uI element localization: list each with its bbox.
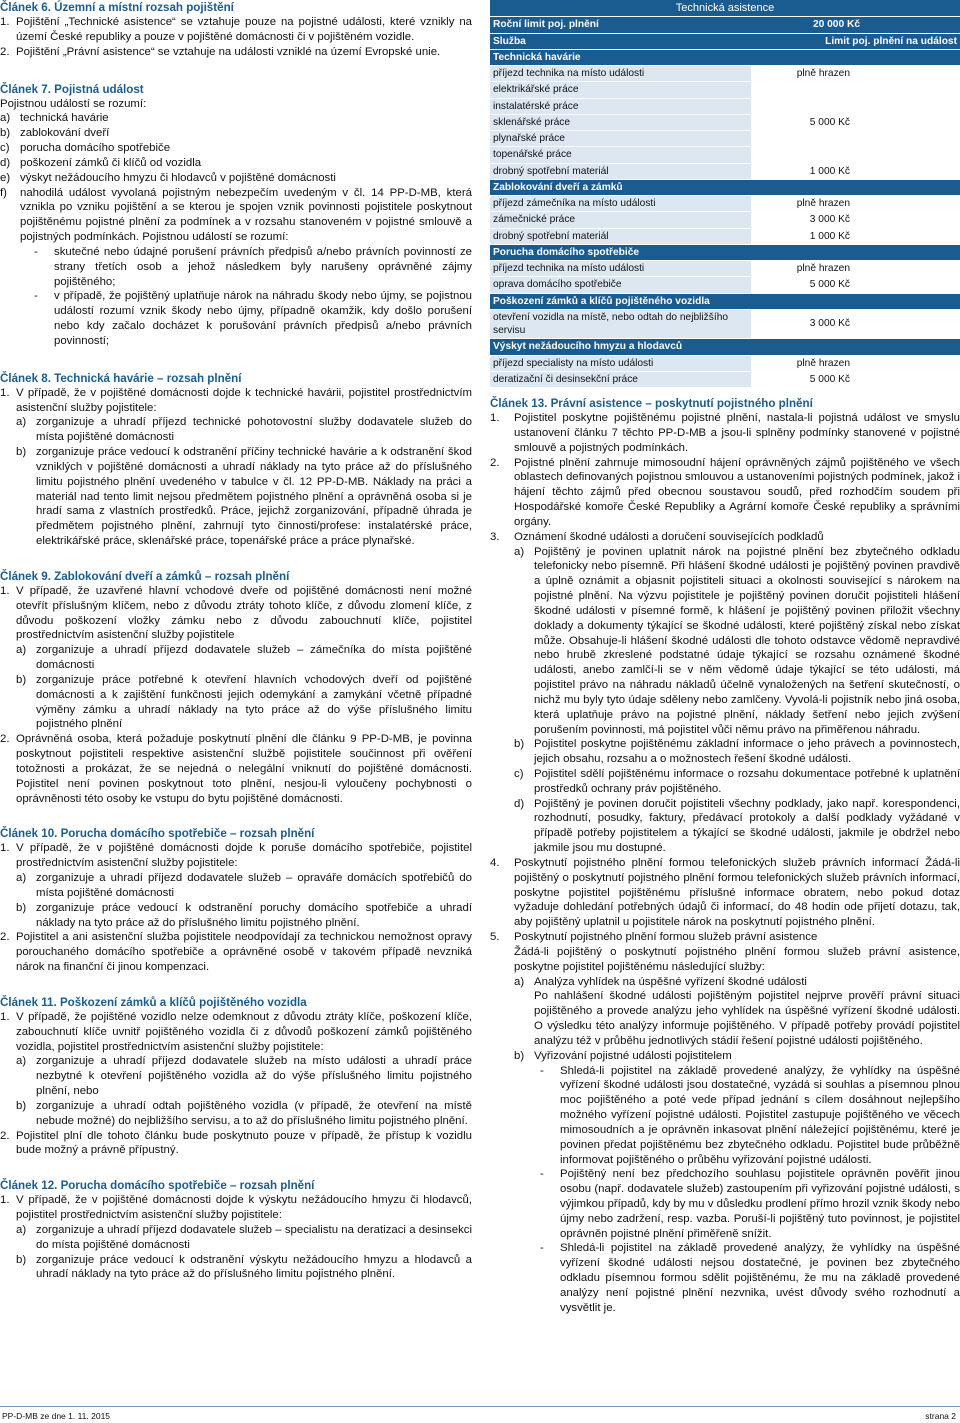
table-row <box>490 66 960 82</box>
table-section-header <box>490 49 960 65</box>
table-cell-service: oprava domácího spotřebiče <box>490 277 751 293</box>
table-cell-limit: 3 000 Kč <box>751 309 960 339</box>
table-cell-limit: 1 000 Kč <box>751 163 960 179</box>
article-8-item-1: 1. V případě, že v pojištěné domácnosti dojde k technické havárii, pojistitel prostřednictvím asistenční služby pojistitele: <box>0 386 472 414</box>
table-cell-limit: 3 000 Kč <box>751 212 960 228</box>
table-cell-limit: plně hrazen <box>751 355 960 371</box>
article-7-title: Článek 7. Pojistná událost <box>0 82 144 96</box>
article-9-item-2: 2. Oprávněná osoba, která požaduje poskytnutí plnění dle článku 9 PP-D-MB, je povinna poskytnout pojistiteli respektive asistenční službě pojistitele součinnost při ověření totožnosti a prokázat, že se nejedná o nelegální vniknutí do pojištěné domácnosti. Pojistitel není povinen poskytnout toto plnění, nesjou-li vyloučeny pochybnosti o oprávněnosti této osoby ke vstupu do bytu pojištěné domácnosti. <box>0 733 472 805</box>
table-section-header <box>490 179 960 195</box>
article-9-title: Článek 9. Zablokování dveří a zámků – rozsah plnění <box>0 569 290 583</box>
article-13-item-3-a: a) Pojištěný je povinen uplatnit nárok na pojistné plnění bez zbytečného odkladu telefonicky nebo písemně. Při hlášení škodné události je pojištěný povinen pravdivě a úplně oznámit a objasnit pojistiteli situaci a okolnosti související s nárokem na pojistné plnění. Na výzvu pojistitele je pojištěný povinen doručit pojistiteli hlášení škodné události v písemné formě, k hlášení je pojištěný povinen přiložit všechny doklady a dokumenty týkající se škodné události, které pojištěný získal nebo získat může. Obsahuje-li hlášení škodné události dle tohoto odstavce vědomě nepravdivé nebo hrubě zkreslené podstatné údaje týkající se rozsahu oznámené škodné události, anebo zamlčí-li se v něm vědomě údaje týkající se této události, má pojistitel právo na náhradu nákladů účelně vynaložených na šetření skutečností, o nichž mu byly tyto údaje sděleny nebo zamlčeny. Vyvolá-li pojistník nebo jiná osoba, která uplatňuje právo na pojistné plnění, náklady šetření nebo jejich zvýšení porušením povinnosti, má pojistitel vůči němu právo na přiměřenou náhradu. <box>514 545 960 736</box>
article-11-title: Článek 11. Poškození zámků a klíčů pojištěného vozidla <box>0 995 307 1009</box>
article-6-item-2: 2. Pojištění „Právní asistence“ se vztahuje na události vzniklé na území Evropské unie. <box>0 45 441 58</box>
page-footer <box>0 1406 960 1423</box>
article-11-item-1: 1. V případě, že pojištěné vozidlo nelze odemknout z důvodu ztráty klíče, poškození klíče, zabouchnutí klíče uvnitř pojištěného vozidla či z důvodů poškození zámků pojištěného vozidla, pojistitel prostřednictvím asistenční služby pojistitele: <box>0 1010 472 1053</box>
table-section-title: Technická havárie <box>490 49 960 65</box>
table-section-header <box>490 339 960 355</box>
article-9 <box>0 569 472 806</box>
article-13-item-5-b: b) Vyřizování pojistné události pojistitelem <box>514 1049 732 1062</box>
table-cell-limit <box>751 131 960 147</box>
table-cell-limit <box>751 98 960 114</box>
article-13-item-1: 1. Pojistitel poskytne pojištěnému pojistné plnění, nastala-li pojistná událost ve smyslu ustanovení článku 7 těchto PP-D-MB a jsou-li splněny podmínky stanovené v pojistné smlouvě a pojistných podmínkách. <box>490 412 960 454</box>
article-8 <box>0 371 472 549</box>
article-10-title: Článek 10. Porucha domácího spotřebiče – rozsah plnění <box>0 827 315 841</box>
article-12 <box>0 1178 472 1282</box>
article-10 <box>0 826 472 975</box>
table-cell-service: drobný spotřební materiál <box>490 163 751 179</box>
article-13 <box>490 396 960 1316</box>
article-13-item-3-c: c) Pojistitel sdělí pojištěnému informace o rozsahu dokumentace potřebné k uplatnění prostředků ochrany práv pojištěného. <box>514 767 960 795</box>
table-section-header <box>490 293 960 309</box>
table-section-title: Zablokování dveří a zámků <box>490 179 960 195</box>
table-row <box>490 131 960 147</box>
footer-document-id: PP-D-MB ze dne 1. 11. 2015 <box>2 1411 111 1421</box>
table-cell-service: příjezd zámečníka na místo události <box>490 196 751 212</box>
article-8-sub-a: a) zorganizuje a uhradí příjezd technické pohotovostní služby dodavatele služeb do místa pojištěné domácnosti <box>16 416 472 444</box>
table-cell-service: zámečnické práce <box>490 212 751 228</box>
table-row <box>490 355 960 371</box>
article-6-title: Článek 6. Územní a místní rozsah pojištění <box>0 1 234 14</box>
table-section-title: Porucha domácího spotřebiče <box>490 244 960 260</box>
article-7-dash-1: - skutečné nebo údajné porušení právních předpisů a/nebo právních povinností ze strany třetích osob a jehož následkem byly narušeny oprávněné zájmy pojištěného; <box>34 245 472 288</box>
table-cell-service: elektrikářské práce <box>490 82 751 98</box>
article-13-title: Článek 13. Právní asistence – poskytnutí pojistného plnění <box>490 397 813 411</box>
table-cell-service: příjezd technika na místo události <box>490 66 751 82</box>
article-12-sub-a: a) zorganizuje a uhradí příjezd dodavatele služeb – specialistu na deratizaci a desinsekci do místa pojištěné domácnosti <box>16 1223 472 1251</box>
table-cell-limit: 5 000 Kč <box>751 114 960 130</box>
table-cell-limit: 5 000 Kč <box>751 277 960 293</box>
article-6 <box>0 0 472 60</box>
table-cell-limit <box>751 147 960 163</box>
table-cell-service: příjezd specialisty na místo události <box>490 355 751 371</box>
article-7 <box>0 82 472 349</box>
article-12-title: Článek 12. Porucha domácího spotřebiče – rozsah plnění <box>0 1179 315 1193</box>
article-11-item-2: 2. Pojistitel plní dle tohoto článku bude poskytnuto pouze v případě, že přístup k vozidlu bude možný a právně přípustný. <box>0 1129 472 1157</box>
article-13-item-5-b-dash-2: - Pojištěný není bez předchozího souhlasu pojistitele oprávněn pověřit jinou osobu (např. dodavatele služeb) zastoupením při vyřizování pojistné události, s výjimkou případů, kdy by mu v důsledku prodlení přímo hrozil vznik škody nebo újmy nebo zadržení, resp. vazba. Poruší-li pojištěný tuto povinnost, je pojistitel oprávněn pojistné plnění přiměřeně snížit. <box>540 1168 960 1240</box>
table-row <box>490 228 960 244</box>
article-12-sub-b: b) zorganizuje práce vedoucí k odstranění výskytu nežádoucího hmyzu a hlodavců a uhradí náklady na tyto práce až do příslušného limitu pojistného plnění. <box>16 1253 472 1281</box>
article-13-item-5-b-dash-1: - Shledá-li pojistitel na základě provedené analýzy, že vyhlídky na úspěšné vyřízení škodné události jsou dostatečné, vyzádá si souhlas a písemnou plnou moc pojištěného a poté vede případ jednání s cílem dosáhnout nejlepšího možného vyřízení pojistné události. Pojistitel zastupuje pojištěného ve věcech mimosoudních a je oprávněn inkasovat plnění náležející pojištěnému, které je povinen předat pojištěnému bez zbytečného odkladu. Pojistitel bude průběžně informovat pojištěného o průběhu vyřizování pojistné události. <box>540 1064 960 1166</box>
article-10-sub-a: a) zorganizuje a uhradí příjezd dodavatele služeb – opraváře domácích spotřebičů do místa pojištěné domácnosti <box>16 872 472 899</box>
annual-limit-value: 20 000 Kč <box>751 17 960 33</box>
article-6-item-1: 1. Pojištění „Technické asistence“ se vztahuje pouze na pojistné události, které vznikly na území České republiky a pouze v pojištěné domácnosti či v pojištěném vozidle. <box>0 16 472 43</box>
article-7-item-a: a) technická havárie <box>0 112 109 125</box>
article-10-item-2: 2. Pojistitel a ani asistenční služba pojistitele neodpovídají za technickou nemožnost opravy porouchaného domácího spotřebiče a oprávněné osobě v takovém případě nevzniká nárok na finanční či jinou kompenzaci. <box>0 931 472 974</box>
table-row <box>490 114 960 130</box>
article-7-item-b: b) zablokování dveří <box>0 127 110 140</box>
table-row <box>490 147 960 163</box>
article-13-item-5-a-text: Po nahlášení škodné události pojištěným pojistitel nejprve prověří právní situaci pojištěného a provede analýzu jeho vyhlídek na úspěšné vyřízení škodné události. O výsledku této analýzy informuje pojištěného. V případě potřeby provádí pojistitel analýzu též v průběhu jednotlivých stádií řešení pojistné události pojištěného. <box>534 990 960 1047</box>
service-column-header: Služba <box>490 33 751 49</box>
article-10-item-1: 1. V případě, že v pojištěné domácnosti dojde k poruše domácího spotřebiče, pojistitel prostřednictvím asistenční služby pojistitele: <box>0 842 472 870</box>
table-row <box>490 261 960 277</box>
table-section-title: Výskyt nežádoucího hmyzu a hlodavců <box>490 339 960 355</box>
article-11-sub-b: b) zorganizuje a uhradí odtah pojištěného vozidla (v případě, že otevření na místě nebude možné) do nejbližšího servisu, a to až do příslušného limitu pojistného plnění. <box>16 1099 472 1127</box>
table-cell-service: instalatérské práce <box>490 98 751 114</box>
article-7-item-c: c) porucha domácího spotřebiče <box>0 142 171 155</box>
table-section-title: Poškození zámků a klíčů pojištěného vozidla <box>490 293 960 309</box>
footer-page-number: strana 2 <box>925 1411 956 1421</box>
limit-column-header: Limit poj. plnění na událost <box>751 33 960 49</box>
table-title: Technická asistence <box>490 0 960 17</box>
article-10-sub-b: b) zorganizuje práce vedoucí k odstranění poruchy domácího spotřebiče a uhradí náklady na tyto práce až do příslušného limitu pojistného plnění. <box>16 901 472 929</box>
table-row <box>490 196 960 212</box>
article-9-sub-a: a) zorganizuje a uhradí příjezd dodavatele služeb – zámečníka do místa pojištěné domácnosti <box>16 644 472 672</box>
article-7-intro: Pojistnou událostí se rozumí: <box>0 97 147 110</box>
article-8-sub-b: b) zorganizuje práce vedoucí k odstranění příčiny technické havárie a k odstranění škod vzniklých v pojištěné domácnosti a uhradí náklady na tyto práce až do příslušného limitu pojistného plnění uvedeného v tabulce v čl. 12 PP-D-MB. Náklady na práci a materiál nad tento limit nejsou předmětem pojistného plnění a oprávněná osoba si je hradí sama z vlastních prostředků. Práce, jejichž zorganizování, případně úhrada je předmětem pojistného plnění, zahrnují tyto činnosti/profese: instalatérské práce, elektrikářské práce, sklenářské práce, topenářské práce a práce plynařské. <box>16 446 472 548</box>
table-cell-service: topenářské práce <box>490 147 751 163</box>
technical-assistance-table <box>490 0 960 388</box>
table-cell-limit <box>751 82 960 98</box>
article-7-item-f: f) nahodilá událost vyvolaná pojistným nebezpečím uvedeným v čl. 14 PP-D-MB, která vznikla po vzniku pojištění a se kterou je spojen vznik povinnosti pojistitele poskytnout pojištěnému pojistné plnění za podmínek a v rozsahu stanoveném v pojistné smlouvě a pojistných podmínkách. Pojistnou událostí se rozumí: <box>0 186 472 244</box>
table-cell-limit: 1 000 Kč <box>751 228 960 244</box>
article-13-item-5-a: a) Analýza vyhlídek na úspěšné vyřízení škodné události <box>514 975 807 988</box>
article-11 <box>0 995 472 1158</box>
article-13-item-2: 2. Pojistné plnění zahrnuje mimosoudní hájení oprávněných zájmů pojištěného ve všech oblastech definovaných pojistnou smlouvou a ustanoveními pojistných podmínek, jakož i hájení těchto zájmů před obecnou soustavou soudů, před rozhodčím soudem při Hospodářské komoře České Republiky a Agrární komoře České republiky a správními orgány. <box>490 456 960 528</box>
article-8-title: Článek 8. Technická havárie – rozsah plnění <box>0 371 242 385</box>
table-cell-service: plynařské práce <box>490 131 751 147</box>
article-7-dash-2: - v případě, že pojištěný uplatňuje nárok na náhradu škody nebo újmy, se pojistnou událostí rozumí vznik škody nebo újmy, případně okamžik, kdy došlo porušení nebo kdy začalo docházet k porušování právních předpisů a/nebo právních povinností; <box>34 290 472 347</box>
article-7-item-e: e) výskyt nežádoucího hmyzu či hlodavců v pojištěné domácnosti <box>0 171 336 184</box>
annual-limit-label: Roční limit poj. plnění <box>490 17 751 33</box>
table-cell-service: příjezd technika na místo události <box>490 261 751 277</box>
article-13-item-5: 5. Poskytnutí pojistného plnění formou služeb právní asistence <box>490 931 818 944</box>
table-cell-limit: plně hrazen <box>751 196 960 212</box>
table-section-header <box>490 244 960 260</box>
table-cell-limit: plně hrazen <box>751 261 960 277</box>
table-row <box>490 82 960 98</box>
article-13-item-4: 4. Poskytnutí pojistného plnění formou telefonických služeb právních informací Žádá-li pojištěný o poskytnutí pojistného plnění formou telefonických služeb právních informací, poskytne pojistitel pojištěnému příslušné informace obratem, nebo pokud dotaz vyžaduje dohledání potřebných údajů či informací, do 48 hodin ode přijetí dotazu, tak, aby pojištěný uplatnil u pojistitele nárok na poskytnutí pojistného plnění. <box>490 856 960 929</box>
table-cell-service: drobný spotřební materiál <box>490 228 751 244</box>
table-row <box>490 98 960 114</box>
article-13-item-5-b-dash-3: - Shledá-li pojistitel na základě provedené analýzy, že vyhlídky na úspěšné vyřízení škodné události nejsou dostatečné, je povinen bez zbytečného odkladu písemnou formou sdělit pojištěnému, že mu na základě provedené analýzy není pojistné plnění nezvnika, uvést důvody svého rozhodnutí a vysvětlit je. <box>540 1242 960 1314</box>
table-row <box>490 371 960 387</box>
article-12-item-1: 1. V případě, že v pojištěné domácnosti dojde k výskytu nežádoucího hmyzu či hlodavců, pojistitel prostřednictvím asistenční služby pojistitele: <box>0 1194 472 1222</box>
article-11-sub-a: a) zorganizuje a uhradí příjezd dodavatele služeb na místo události a uhradí práce nezbytné k otevření pojištěného vozidla až do výše příslušného limitu pojistného plnění, nebo <box>16 1055 472 1098</box>
article-13-item-5-text: Žádá-li pojištěný o poskytnutí pojistného plnění formou služeb právní asistence, poskytne pojistitel pojištěnému následující služby: <box>514 945 960 973</box>
table-row <box>490 309 960 339</box>
article-13-item-3-d: d) Pojištěný je povinen doručit pojistiteli všechny podklady, jako např. korespondenci, rozhodnutí, posudky, faktury, předávací protokoly a další podklady vyžádané v případě potřeby pojistitelem a týkající se škodné události, jakmile je obdržel nebo jakmile jsou mu dostupné. <box>514 797 960 855</box>
right-column <box>490 0 960 1330</box>
table-cell-service: otevření vozidla na místě, nebo odtah do nejbližšího servisu <box>490 309 751 339</box>
left-column <box>0 0 472 1296</box>
article-13-item-3-b: b) Pojistitel poskytne pojištěnému základní informace o jeho právech a povinnostech, jejich obsahu, rozsahu a o možnostech řešení škodné události. <box>514 738 960 766</box>
table-row <box>490 277 960 293</box>
article-13-item-3: 3. Oznámení škodné události a doručení souvisejících podkladů <box>490 530 824 543</box>
table-cell-limit: 5 000 Kč <box>751 371 960 387</box>
table-cell-service: deratizační či desinsekční práce <box>490 371 751 387</box>
table-cell-limit: plně hrazen <box>751 66 960 82</box>
article-9-item-1: 1. V případě, že uzavřené hlavní vchodové dveře od pojištěné domácnosti není možné otevřít příslušným klíčem, nebo z důvodu ztráty tohoto klíče, z důvodu zlomení klíče, z důvodu poškození vložky zámku nebo z důvodu zabouchnutí klíče, pojistitel prostřednictvím asistenční služby pojistitele <box>0 584 472 642</box>
table-cell-service: sklenářské práce <box>490 114 751 130</box>
table-row <box>490 212 960 228</box>
article-9-sub-b: b) zorganizuje práce potřebné k otevření hlavních vchodových dveří od pojištěné domácnosti a k zajištění funkčnosti jejich odemykání a zamykání včetně případné výměny zámku a uhradí náklady na tyto práce až do výše příslušného limitu pojistného plnění <box>16 673 472 731</box>
table-row <box>490 163 960 179</box>
article-7-item-d: d) poškození zámků či klíčů od vozidla <box>0 156 202 169</box>
